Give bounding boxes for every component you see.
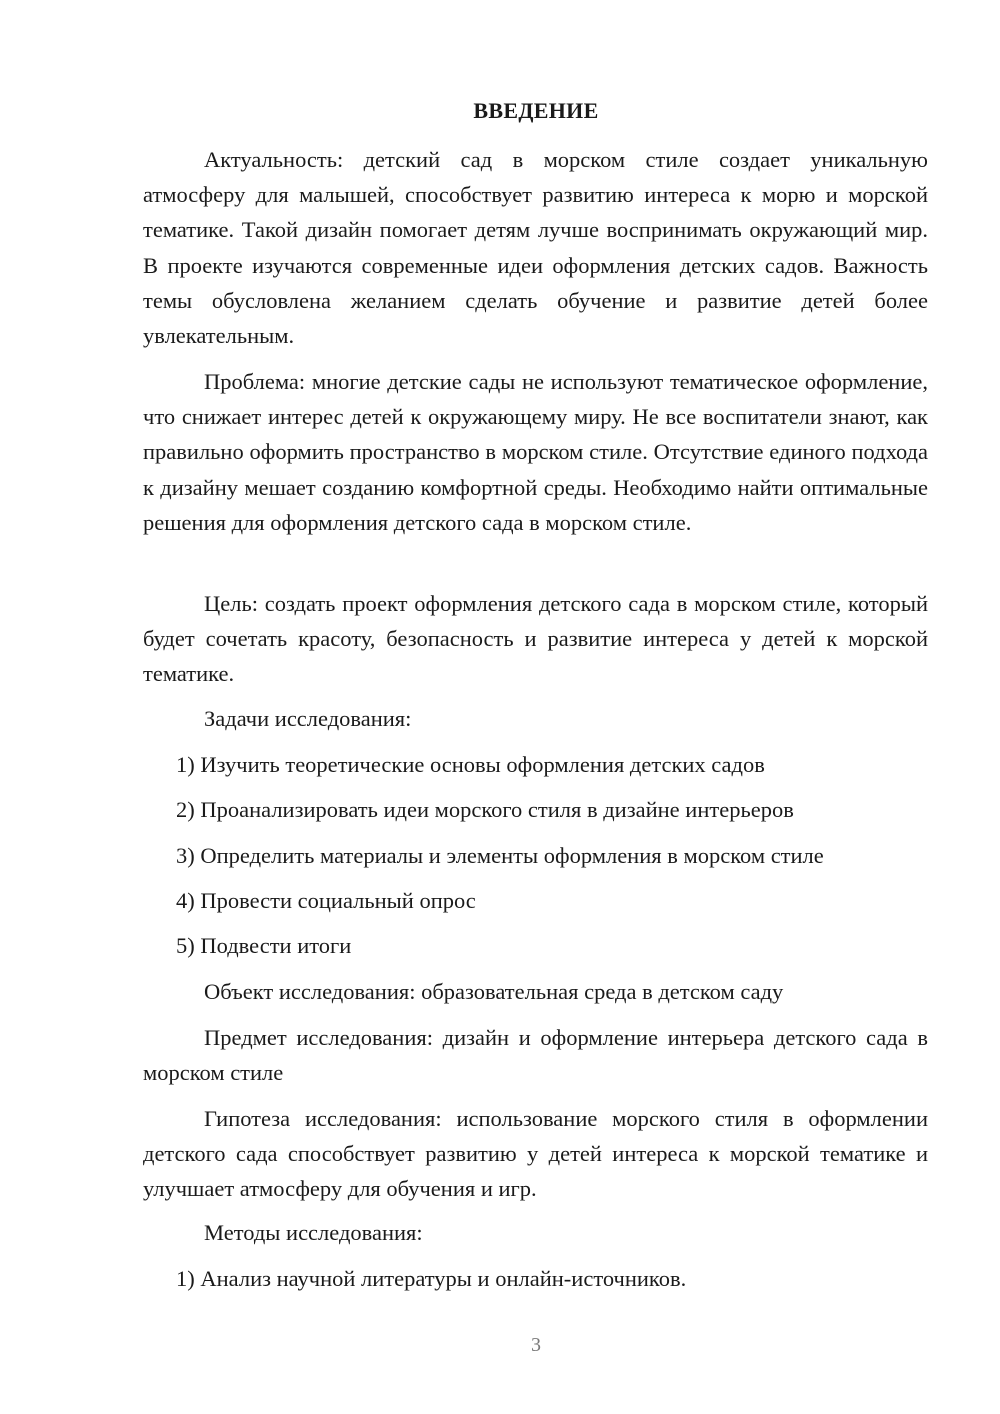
- page-title: ВВЕДЕНИЕ: [473, 98, 599, 123]
- method-item: 1) Анализ научной литературы и онлайн-источников.: [176, 1266, 687, 1291]
- tasks-heading: Задачи исследования:: [204, 706, 412, 731]
- task-item: 4) Провести социальный опрос: [176, 888, 476, 913]
- goal-paragraph: Цель: создать проект оформления детского сада в морском стиле, который будет сочетать красоту, безопасность и развитие интереса у детей к морской тематике.: [143, 591, 928, 687]
- relevance-paragraph: Актуальность: детский сад в морском стиле создает уникальную атмосферу для малышей, способствует развитию интереса к морю и морской тематике. Такой дизайн помогает детям лучше воспринимать окружающий мир. В проекте изучаются современные идеи оформления детских садов. Важность темы обусловлена желанием сделать обучение и развитие детей более увлекательным.: [143, 147, 928, 349]
- task-item: 3) Определить материалы и элементы оформления в морском стиле: [176, 843, 824, 868]
- hypothesis-paragraph: Гипотеза исследования: использование морского стиля в оформлении детского сада способствует развитию у детей интереса к морской тематике и улучшает атмосферу для обучения и игр.: [143, 1106, 928, 1202]
- task-item: 1) Изучить теоретические основы оформления детских садов: [176, 752, 765, 777]
- object-line: Объект исследования: образовательная среда в детском саду: [204, 979, 784, 1004]
- task-item: 5) Подвести итоги: [176, 933, 352, 958]
- task-item: 2) Проанализировать идеи морского стиля в дизайне интерьеров: [176, 797, 794, 822]
- methods-heading: Методы исследования:: [204, 1220, 423, 1245]
- page-number: 3: [531, 1334, 541, 1356]
- problem-paragraph: Проблема: многие детские сады не используют тематическое оформление, что снижает интерес детей к окружающему миру. Не все воспитатели знают, как правильно оформить пространство в морском стиле. Отсутствие единого подхода к дизайну мешает созданию комфортной среды. Необходимо найти оптимальные решения для оформления детского сада в морском стиле.: [143, 369, 928, 535]
- subject-paragraph: Предмет исследования: дизайн и оформление интерьера детского сада в морском стиле: [143, 1025, 928, 1086]
